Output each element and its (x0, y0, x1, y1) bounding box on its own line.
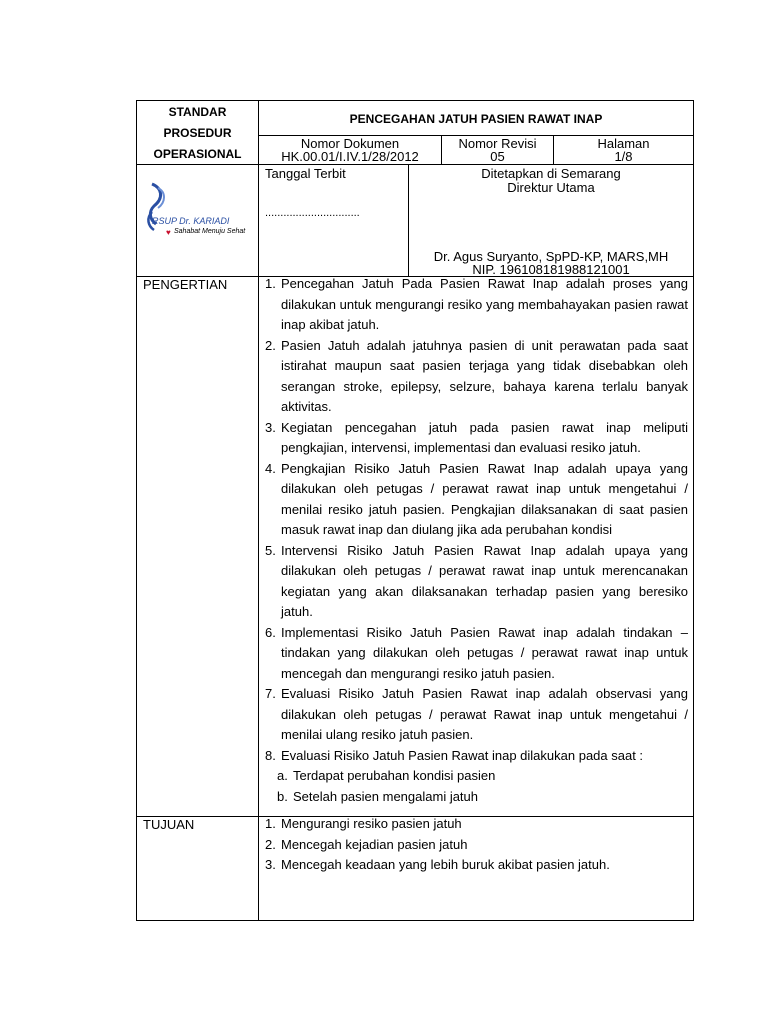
list-item: 6. Implementasi Risiko Jatuh Pasien Rawat inap adalah tindakan – tindakan yang dilakukan oleh petugas / perawat rawat inap untuk mencegah dan mengurangi resiko jatuh pasien. (265, 624, 688, 681)
list-item: 3. Mencegah keadaan yang lebih buruk akibat pasien jatuh. (265, 857, 610, 872)
logo-tagline: Sahabat Menuju Sehat (174, 228, 246, 235)
tujuan-list (261, 814, 688, 876)
list-item: 7. Evaluasi Risiko Jatuh Pasien Rawat inap adalah observasi yang dilakukan oleh petugas / perawat Rawat inap untuk mengetahui / menilai ulang resiko jatuh pasien. (265, 686, 688, 742)
revision-label: Nomor Revisi (458, 136, 537, 151)
page-label: Halaman (597, 136, 650, 151)
list-item: 1. Mengurangi resiko pasien jatuh (265, 816, 462, 831)
approval-place: Ditetapkan di Semarang (481, 166, 621, 181)
hospital-logo (142, 176, 246, 246)
sop-title-line: PROSEDUR (163, 126, 232, 140)
logo-name: RSUP Dr. KARIADI (152, 216, 230, 226)
date-value: ............................... (265, 207, 360, 219)
sublist-item: b. Setelah pasien mengalami jatuh (277, 788, 479, 804)
pengertian-list (261, 274, 688, 807)
date-label: Tanggal Terbit (265, 166, 346, 181)
list-item: 3. Kegiatan pencegahan jatuh pada pasien rawat inap meliputi pengkajian, intervensi, implementasi dan evaluasi resiko jatuh. (265, 419, 688, 455)
logo-heart-icon: ♥ (166, 228, 171, 237)
pengertian-label-cell (136, 276, 259, 817)
revision-value: 05 (490, 149, 505, 164)
signer-nip: NIP. 196108181988121001 (472, 262, 630, 277)
signer-name: Dr. Agus Suryanto, SpPD-KP, MARS,MH (433, 249, 669, 264)
approval-position: Direktur Utama (507, 180, 595, 195)
list-item: 2. Pasien Jatuh adalah jatuhnya pasien di unit perawatan pada saat istirahat maupun saat pasien terjaga yang tidak disebabkan oleh serangan stroke, epilepsy, selzure, bahaya karena terlalu banyak aktivitas. (265, 337, 688, 414)
tujuan-label: TUJUAN (143, 817, 195, 832)
doc-number-label: Nomor Dokumen (300, 136, 400, 151)
pengertian-label: PENGERTIAN (143, 277, 228, 292)
list-item: 2. Mencegah kejadian pasien jatuh (265, 836, 468, 852)
sublist-item: a. Terdapat perubahan kondisi pasien (277, 768, 496, 783)
sop-title-line: OPERASIONAL (153, 147, 242, 161)
doc-title: PENCEGAHAN JATUH PASIEN RAWAT INAP (349, 112, 603, 126)
page-value: 1/8 (614, 149, 633, 164)
list-item: 8. Evaluasi Risiko Jatuh Pasien Rawat inap dilakukan pada saat : (265, 747, 644, 763)
list-item: 4. Pengkajian Risiko Jatuh Pasien Rawat Inap adalah upaya yang dilakukan oleh petugas / perawat rawat inap untuk mengetahui / menilai resiko jatuh pasien. Pengkajian dilaksanakan di saat pasien masuk rawat inap dan diulang jika ada perubahan kondisi (265, 460, 688, 537)
sop-title-line: STANDAR (168, 105, 227, 119)
list-item: 5. Intervensi Risiko Jatuh Pasien Rawat Inap adalah upaya yang dilakukan oleh petugas / perawat rawat inap untuk merencanakan kegiatan yang akan dilaksanakan terhadap pasien yang beresiko jatuh. (265, 542, 688, 619)
doc-number-value: HK.00.01/I.IV.1/28/2012 (281, 149, 419, 164)
sop-title (136, 102, 259, 165)
list-item: 1. Pencegahan Jatuh Pada Pasien Rawat Inap adalah proses yang dilakukan untuk mengurangi resiko yang membahayakan pasien rawat inap akibat jatuh. (265, 276, 688, 332)
